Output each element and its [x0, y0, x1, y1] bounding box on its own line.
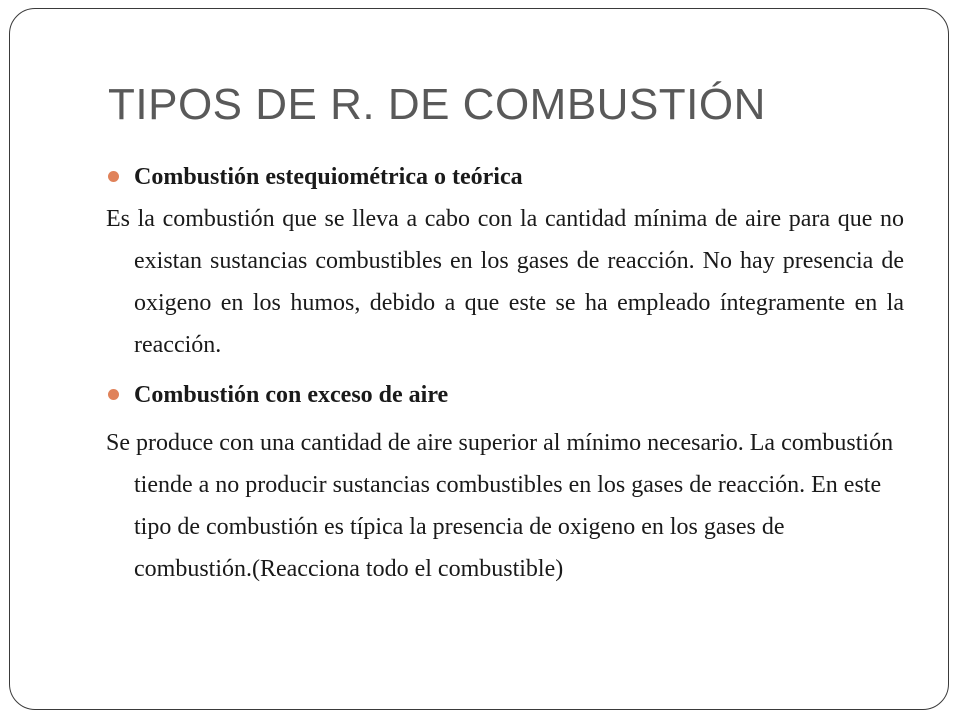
section-body-excess-air: Se produce con una cantidad de aire superior al mínimo necesario. La combustión tiende a no producir sustancias combustibles en los gases de reacción. En este tipo de combustión es típica la presencia de oxigeno en los gases de combustión.(Reacciona todo el combustible) [106, 430, 894, 582]
slide-content [106, 156, 904, 590]
section-body-stoichiometric: Es la combustión que se lleva a cabo con la cantidad mínima de aire para que no existan sustancias combustibles en los gases de reacción. No hay presencia de oxigeno en los humos, debido a que este se ha empleado íntegramente en la reacción. [106, 206, 904, 358]
slide-title: TIPOS DE R. DE COMBUSTIÓN [108, 80, 766, 129]
section-heading-excess-air [106, 374, 904, 416]
section-heading-stoichiometric [106, 156, 904, 198]
bullet-dot-icon [108, 389, 119, 400]
bullet-dot-icon [108, 171, 119, 182]
section-heading-label: Combustión con exceso de aire [134, 382, 449, 408]
section-heading-label: Combustión estequiométrica o teórica [134, 164, 523, 190]
